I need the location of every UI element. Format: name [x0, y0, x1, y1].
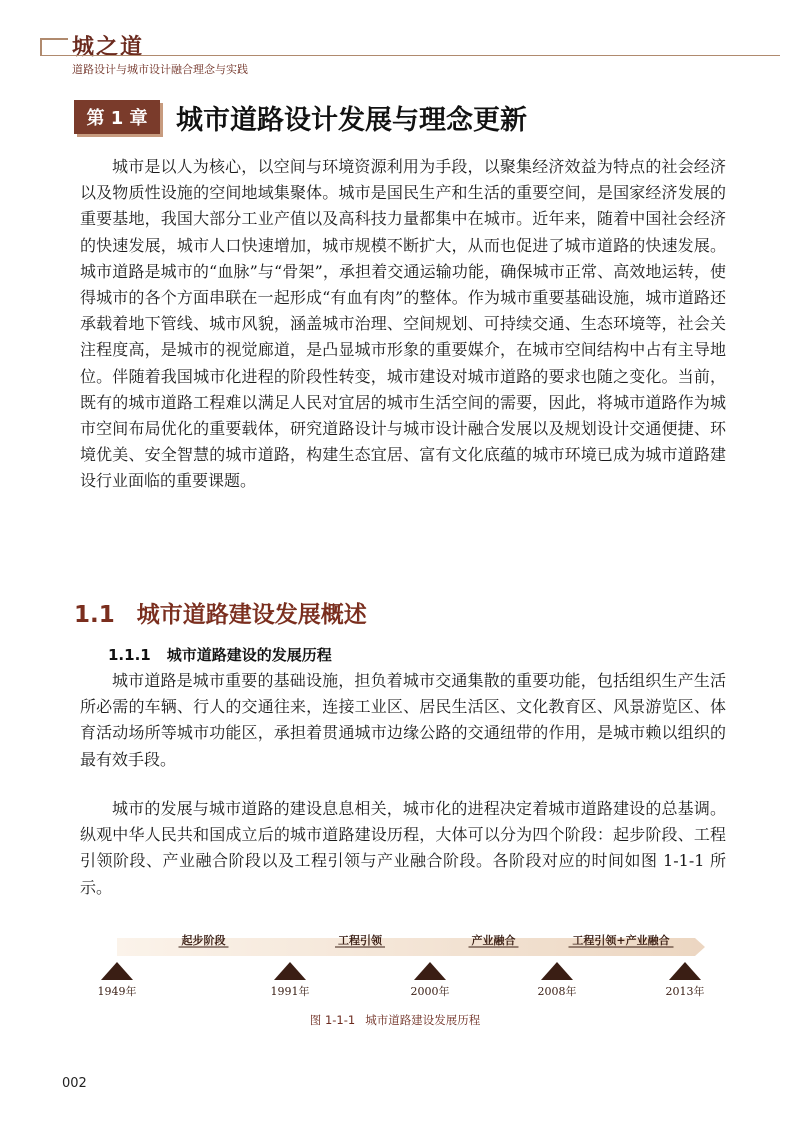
milestone-marker — [541, 962, 573, 980]
book-subtitle: 道路设计与城市设计融合理念与实践 — [72, 63, 248, 76]
milestone-label: 2013年 — [665, 985, 705, 998]
section-title: 城市道路建设发展概述 — [136, 602, 367, 628]
section-heading — [74, 596, 367, 629]
milestone-marker — [414, 962, 446, 980]
subsection-heading — [108, 644, 332, 665]
development-timeline-chart — [95, 925, 725, 1005]
subsection-title: 城市道路建设的发展历程 — [166, 646, 332, 664]
stage-label: 工程引领 — [338, 934, 382, 947]
intro-paragraph: 城市是以人为核心，以空间与环境资源利用为手段，以聚集经济效益为特点的社会经济以及物质性设施的空间地域集聚体。城市是国民生产和生活的重要空间，是国家经济发展的重要基地，我国大部分工业产值以及高科技力量都集中在城市。近年来，随着中国社会经济的快速发展，城市人口快速增加，城市规模不断扩大，从而也促进了城市道路的快速发展。城市道路是城市的“血脉”与“骨架”，承担着交通运输功能，确保城市正常、高效地运转，使得城市的各个方面串联在一起形成“有血有肉”的整体。作为城市重要基础设施，城市道路还承载着地下管线、城市风貌，涵盖城市治理、空间规划、可持续交通、生态环境等，社会关注程度高，是城市的视觉廊道，是凸显城市形象的重要媒介，在城市空间结构中占有主导地位。伴随着我国城市化进程的阶段性转变，城市建设对城市道路的要求也随之变化。当前，既有的城市道路工程难以满足人民对宜居的城市生活空间的需要，因此，将城市道路作为城市空间布局优化的重要载体，研究道路设计与城市设计融合发展以及规划设计交通便捷、环境优美、安全智慧的城市道路，构建生态宜居、富有文化底蕴的城市环境已成为城市道路建设行业面临的重要课题。 — [80, 157, 726, 491]
page-number: 002 — [62, 1076, 87, 1091]
stage-label: 工程引领+产业融合 — [572, 934, 670, 947]
stage-label: 起步阶段 — [181, 934, 226, 947]
figure-number: 图 1-1-1 — [309, 1013, 356, 1027]
book-title: 城之道 — [72, 35, 145, 60]
milestone-marker — [274, 962, 306, 980]
figure-title: 城市道路建设发展历程 — [365, 1013, 481, 1027]
milestone-marker — [101, 962, 133, 980]
milestone-marker — [669, 962, 701, 980]
section-number: 1.1 — [74, 602, 115, 628]
milestone-label: 2008年 — [537, 985, 577, 998]
milestone-label: 1949年 — [97, 985, 137, 998]
header-ornament — [40, 38, 68, 56]
header-divider — [40, 55, 780, 56]
figure-caption — [0, 1012, 790, 1028]
body-paragraph-3: 城市的发展与城市道路的建设息息相关，城市化的进程决定着城市道路建设的总基调。纵观中华人民共和国成立后的城市道路建设历程，大体可以分为四个阶段：起步阶段、工程引领阶段、产业融合阶段以及工程引领与产业融合阶段。各阶段对应的时间如图 1-1-1 所示。 — [80, 799, 726, 897]
subsection-number: 1.1.1 — [108, 646, 151, 664]
chapter-title: 城市道路设计发展与理念更新 — [176, 105, 527, 136]
body-paragraph-2: 城市道路是城市重要的基础设施，担负着城市交通集散的重要功能，包括组织生产生活所必需的车辆、行人的交通往来，连接工业区、居民生活区、文化教育区、风景游览区、体育活动场所等城市功能区，承担着贯通城市边缘公路的交通纽带的作用，是城市赖以组织的最有效手段。 — [80, 671, 726, 769]
milestone-label: 1991年 — [270, 985, 310, 998]
page-header — [0, 0, 790, 90]
stage-label: 产业融合 — [471, 934, 516, 947]
milestone-label: 2000年 — [410, 985, 450, 998]
chapter-label: 第 1 章 — [74, 100, 160, 134]
